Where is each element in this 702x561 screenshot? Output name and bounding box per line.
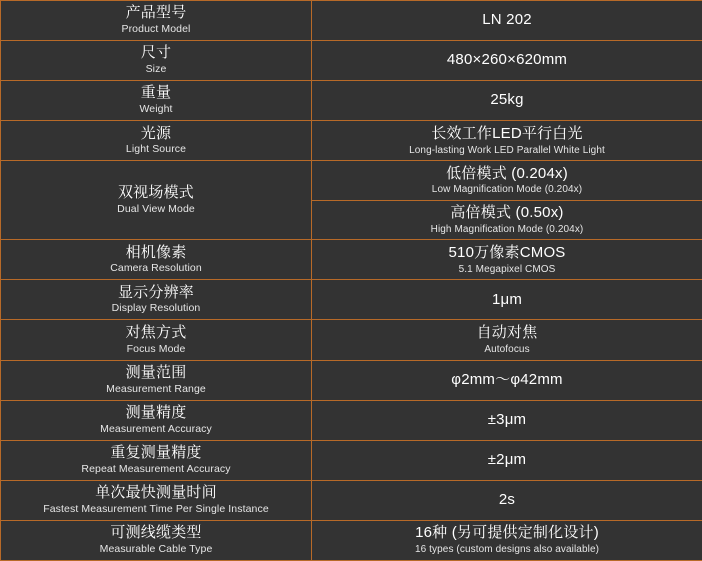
spec-value-content bbox=[318, 12, 696, 29]
spec-value-content bbox=[318, 325, 696, 355]
spec-value-content bbox=[318, 92, 696, 109]
table-row bbox=[1, 520, 702, 560]
spec-value-content bbox=[318, 126, 696, 156]
spec-label-cn: 可测线缆类型 bbox=[110, 524, 202, 542]
spec-label-cell bbox=[1, 240, 312, 280]
spec-label-en: Fastest Measurement Time Per Single Instance bbox=[43, 502, 269, 515]
spec-value-cn: 2s bbox=[498, 490, 516, 508]
spec-value-cell bbox=[312, 1, 702, 41]
spec-label-en: Display Resolution bbox=[111, 302, 201, 315]
spec-label-cell bbox=[1, 520, 312, 560]
spec-value-cn: ±2μm bbox=[487, 450, 527, 468]
table-row bbox=[1, 400, 702, 440]
spec-value-content bbox=[318, 166, 696, 196]
spec-value-cn: 1μm bbox=[491, 290, 523, 308]
spec-label-cn: 产品型号 bbox=[125, 4, 187, 22]
spec-value-cell bbox=[312, 280, 702, 320]
spec-label-content bbox=[7, 245, 305, 276]
spec-label-en: Focus Mode bbox=[126, 342, 186, 355]
table-row bbox=[1, 480, 702, 520]
spec-value-content bbox=[318, 492, 696, 509]
spec-label-cn: 尺寸 bbox=[140, 44, 172, 62]
spec-value-content bbox=[318, 52, 696, 69]
spec-value-cn: 16种 (另可提供定制化设计) bbox=[415, 524, 599, 542]
spec-label-cell bbox=[1, 121, 312, 161]
spec-value-cn: LN 202 bbox=[482, 11, 532, 29]
spec-value-cn: φ2mm～φ42mm bbox=[451, 370, 563, 388]
spec-value-cn: 510万像素CMOS bbox=[448, 243, 566, 261]
spec-value-content bbox=[318, 205, 696, 235]
spec-label-content bbox=[7, 485, 305, 516]
spec-label-content bbox=[7, 85, 305, 116]
spec-label-cell bbox=[1, 81, 312, 121]
spec-value-cn: 25kg bbox=[490, 91, 524, 109]
spec-label-content bbox=[7, 405, 305, 436]
spec-value-cell bbox=[312, 360, 702, 400]
spec-value-cell bbox=[312, 41, 702, 81]
spec-value-cell bbox=[312, 240, 702, 280]
spec-label-content bbox=[7, 285, 305, 316]
spec-value-content bbox=[318, 525, 696, 555]
spec-value-cn: 480×260×620mm bbox=[446, 51, 568, 69]
spec-value-cn: 自动对焦 bbox=[476, 324, 538, 342]
spec-value-cn: 高倍模式 (0.50x) bbox=[450, 204, 564, 222]
spec-label-cell bbox=[1, 440, 312, 480]
spec-label-cn: 单次最快测量时间 bbox=[95, 484, 217, 502]
spec-label-cn: 双视场模式 bbox=[117, 184, 194, 202]
spec-label-content bbox=[7, 445, 305, 476]
spec-value-content bbox=[318, 292, 696, 309]
spec-label-en: Size bbox=[145, 63, 167, 76]
table-row bbox=[1, 121, 702, 161]
specification-table-body bbox=[1, 1, 702, 561]
spec-value-content bbox=[318, 412, 696, 429]
spec-value-content bbox=[318, 245, 696, 275]
spec-value-en: Long-lasting Work LED Parallel White Light bbox=[409, 144, 605, 156]
spec-value-en: Autofocus bbox=[484, 343, 530, 355]
spec-label-content bbox=[7, 525, 305, 556]
spec-label-content bbox=[7, 185, 305, 216]
spec-label-en: Repeat Measurement Accuracy bbox=[81, 462, 231, 475]
spec-value-cell bbox=[312, 480, 702, 520]
spec-label-en: Camera Resolution bbox=[110, 262, 202, 275]
spec-value-cn: 长效工作LED平行白光 bbox=[431, 124, 583, 142]
table-row bbox=[1, 1, 702, 41]
spec-value-cell bbox=[312, 161, 702, 201]
spec-value-en: Low Magnification Mode (0.204x) bbox=[431, 184, 583, 196]
table-row bbox=[1, 81, 702, 121]
spec-label-en: Light Source bbox=[125, 143, 187, 156]
table-row bbox=[1, 240, 702, 280]
table-row bbox=[1, 360, 702, 400]
spec-value-en: 16 types (custom designs also available) bbox=[414, 544, 600, 556]
spec-label-cell bbox=[1, 360, 312, 400]
spec-label-cn: 相机像素 bbox=[125, 243, 187, 261]
spec-label-cn: 重量 bbox=[140, 84, 172, 102]
spec-value-cell bbox=[312, 440, 702, 480]
spec-label-content bbox=[7, 5, 305, 36]
spec-value-cell bbox=[312, 200, 702, 240]
table-row bbox=[1, 440, 702, 480]
spec-label-en: Product Model bbox=[121, 23, 191, 36]
spec-label-cn: 测量精度 bbox=[125, 403, 187, 421]
spec-value-cn: ±3μm bbox=[487, 410, 527, 428]
spec-value-en: High Magnification Mode (0.204x) bbox=[430, 223, 584, 235]
spec-value-en: 5.1 Megapixel CMOS bbox=[458, 263, 556, 275]
spec-label-cell bbox=[1, 320, 312, 360]
spec-label-content bbox=[7, 126, 305, 157]
spec-label-en: Weight bbox=[139, 103, 173, 116]
spec-label-cell bbox=[1, 480, 312, 520]
spec-value-cell bbox=[312, 121, 702, 161]
spec-label-en: Measurement Accuracy bbox=[100, 422, 212, 435]
spec-value-content bbox=[318, 372, 696, 389]
spec-value-cn: 低倍模式 (0.204x) bbox=[446, 164, 568, 182]
table-row bbox=[1, 41, 702, 81]
spec-label-cn: 显示分辨率 bbox=[117, 283, 194, 301]
spec-label-en: Measurable Cable Type bbox=[99, 542, 213, 555]
spec-value-content bbox=[318, 452, 696, 469]
spec-label-cell bbox=[1, 400, 312, 440]
spec-label-cell bbox=[1, 41, 312, 81]
spec-value-cell bbox=[312, 400, 702, 440]
spec-label-cn: 重复测量精度 bbox=[110, 443, 202, 461]
spec-label-content bbox=[7, 325, 305, 356]
spec-value-cell bbox=[312, 81, 702, 121]
table-row bbox=[1, 280, 702, 320]
spec-value-cell bbox=[312, 320, 702, 360]
spec-label-cell bbox=[1, 280, 312, 320]
spec-label-cell bbox=[1, 1, 312, 41]
spec-label-en: Dual View Mode bbox=[117, 202, 195, 215]
spec-label-cn: 光源 bbox=[140, 124, 172, 142]
spec-label-cell bbox=[1, 161, 312, 240]
spec-label-content bbox=[7, 365, 305, 396]
table-row bbox=[1, 161, 702, 201]
spec-label-cn: 测量范围 bbox=[125, 363, 187, 381]
table-row bbox=[1, 320, 702, 360]
spec-label-en: Measurement Range bbox=[106, 382, 206, 395]
spec-label-cn: 对焦方式 bbox=[125, 323, 187, 341]
spec-label-content bbox=[7, 45, 305, 76]
spec-value-cell bbox=[312, 520, 702, 560]
